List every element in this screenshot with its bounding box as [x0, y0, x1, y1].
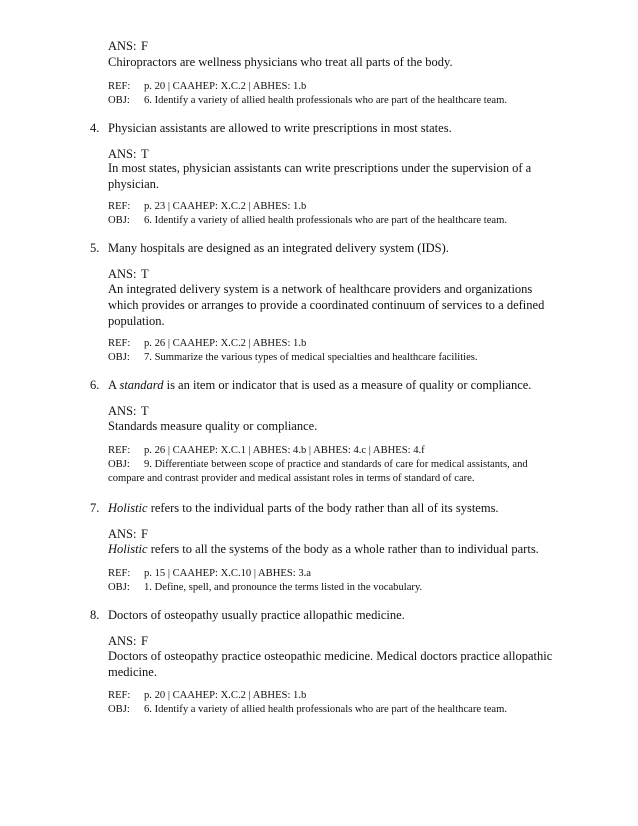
ref-line: REF: p. 15 | CAAHEP: X.C.10 | ABHES: 3.a [108, 568, 311, 579]
answer-line: ANS: T [108, 147, 149, 161]
question-text: Holistic refers to the individual parts of the body rather than all of its systems. [108, 501, 499, 515]
answer-line: ANS: F [108, 634, 148, 648]
ref-line: REF: p. 26 | CAAHEP: X.C.1 | ABHES: 4.b | ABHES: 4.c | ABHES: 4.f [108, 445, 425, 456]
rationale-line: physician. [108, 177, 160, 191]
ref-line: REF: p. 20 | CAAHEP: X.C.2 | ABHES: 1.b [108, 81, 307, 92]
answer-line: ANS: F [108, 39, 148, 53]
rationale-line: Holistic refers to all the systems of the body as a whole rather than to individual parts. [108, 542, 539, 556]
question-number: 5. [90, 241, 100, 255]
obj-line: OBJ: 1. Define, spell, and pronounce the terms listed in the vocabulary. [108, 582, 423, 593]
rationale-line: which provides or arranges to provide a coordinated continuum of services to a defined [108, 298, 545, 312]
rationale-line: Chiropractors are wellness physicians who treat all parts of the body. [108, 55, 453, 69]
rationale-line: Doctors of osteopathy practice osteopathic medicine. Medical doctors practice allopathic [108, 649, 553, 663]
rationale-line: Standards measure quality or compliance. [108, 419, 318, 433]
obj-line: OBJ: 6. Identify a variety of allied health professionals who are part of the healthcare team. [108, 215, 507, 226]
ref-line: REF: p. 20 | CAAHEP: X.C.2 | ABHES: 1.b [108, 690, 307, 701]
ref-line: REF: p. 26 | CAAHEP: X.C.2 | ABHES: 1.b [108, 338, 307, 349]
obj-line: OBJ: 6. Identify a variety of allied health professionals who are part of the healthcare team. [108, 95, 507, 106]
rationale-line: In most states, physician assistants can write prescriptions under the supervision of a [108, 161, 532, 175]
ref-line: REF: p. 23 | CAAHEP: X.C.2 | ABHES: 1.b [108, 201, 307, 212]
question-number: 4. [90, 121, 100, 135]
answer-line: ANS: F [108, 527, 148, 541]
answer-line: ANS: T [108, 267, 149, 281]
rationale-line: population. [108, 314, 165, 328]
question-text: A standard is an item or indicator that is used as a measure of quality or compliance. [108, 378, 532, 392]
rationale-line: An integrated delivery system is a network of healthcare providers and organizations [108, 282, 533, 296]
question-number: 8. [90, 608, 100, 622]
question-text: Doctors of osteopathy usually practice allopathic medicine. [108, 608, 405, 622]
obj-line: OBJ: 7. Summarize the various types of medical specialties and healthcare facilities. [108, 352, 478, 363]
rationale-line: medicine. [108, 665, 157, 679]
question-text: Many hospitals are designed as an integrated delivery system (IDS). [108, 241, 449, 255]
question-number: 6. [90, 378, 100, 392]
question-text: Physician assistants are allowed to write prescriptions in most states. [108, 121, 452, 135]
obj-line: OBJ: 6. Identify a variety of allied health professionals who are part of the healthcare team. [108, 704, 507, 715]
question-number: 7. [90, 501, 100, 515]
obj-line-continued: compare and contrast provider and medical assistant roles in terms of standard of care. [108, 473, 475, 484]
obj-line: OBJ: 9. Differentiate between scope of practice and standards of care for medical assistants, and [108, 459, 528, 470]
answer-line: ANS: T [108, 404, 149, 418]
